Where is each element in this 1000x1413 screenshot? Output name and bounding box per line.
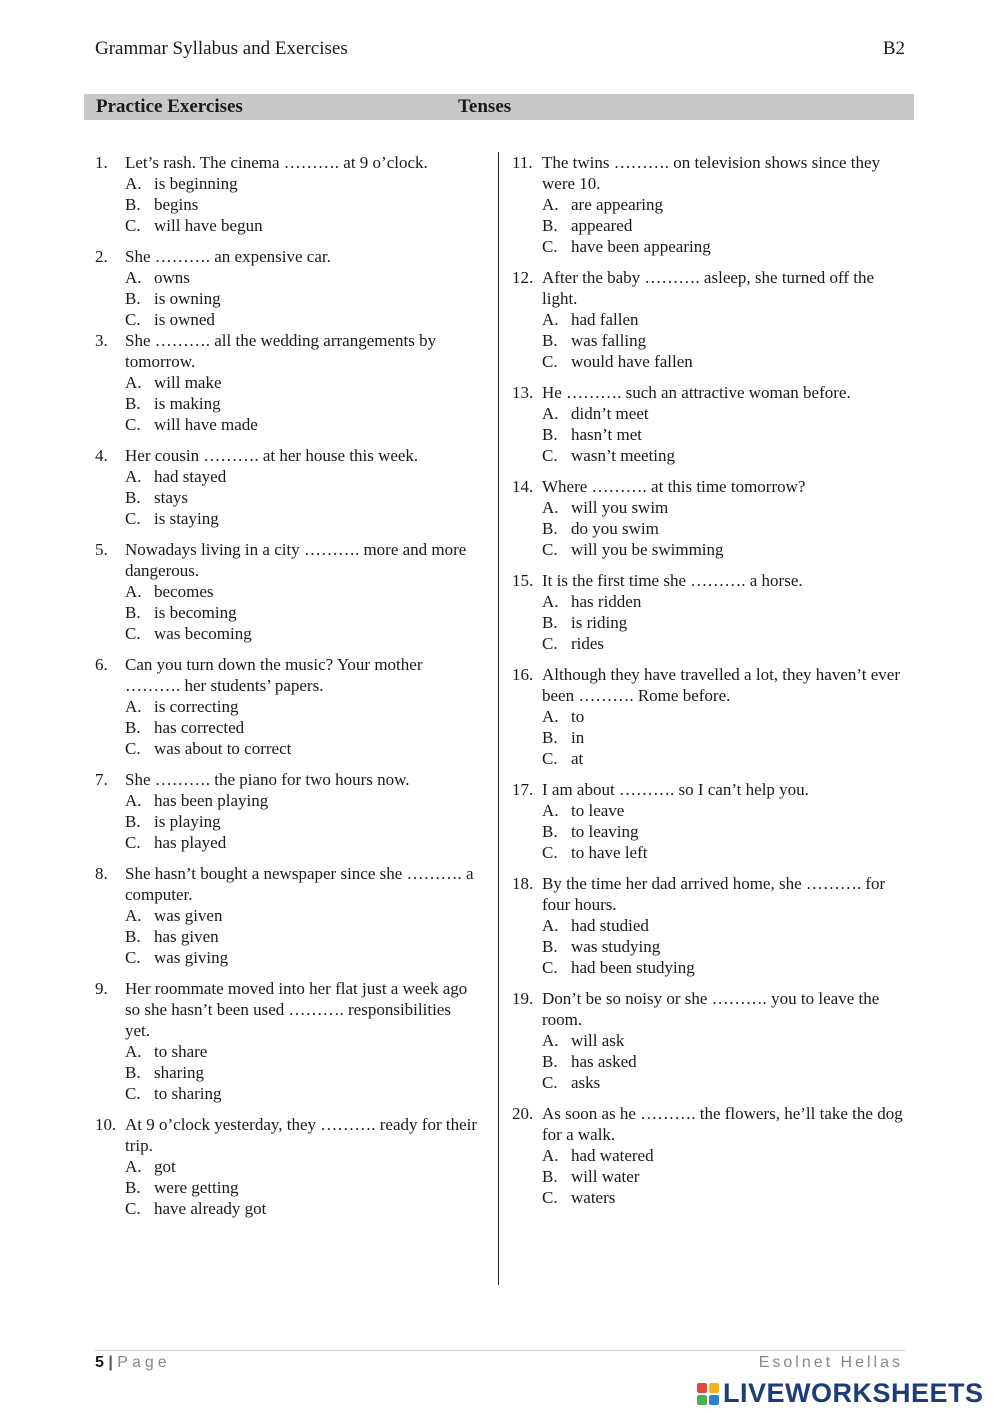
answer-option bbox=[95, 905, 480, 926]
option-text: has played bbox=[154, 833, 227, 852]
option-text: in bbox=[571, 728, 585, 747]
option-text: has ridden bbox=[571, 592, 642, 611]
document-title: Grammar Syllabus and Exercises bbox=[95, 38, 348, 59]
option-text: is owning bbox=[154, 289, 221, 308]
answer-option bbox=[95, 623, 480, 644]
option-letter: C. bbox=[542, 352, 558, 371]
question-item bbox=[95, 978, 480, 1104]
answer-option bbox=[512, 915, 912, 936]
question-text: At 9 o’clock yesterday, they ………. ready for their trip. bbox=[125, 1115, 478, 1155]
question-item bbox=[95, 539, 480, 644]
option-text: would have fallen bbox=[571, 352, 693, 371]
option-letter: C. bbox=[125, 415, 141, 434]
option-text: appeared bbox=[571, 216, 633, 235]
answer-option bbox=[95, 696, 480, 717]
answer-option bbox=[95, 602, 480, 623]
option-letter: A. bbox=[125, 791, 142, 810]
option-text: had watered bbox=[571, 1146, 654, 1165]
option-text: was about to correct bbox=[154, 739, 292, 758]
question-stem bbox=[95, 152, 480, 173]
question-text: Can you turn down the music? Your mother ………. her students’ papers. bbox=[125, 655, 423, 695]
answer-option bbox=[95, 1083, 480, 1104]
answer-option bbox=[95, 1041, 480, 1062]
question-text: Where ………. at this time tomorrow? bbox=[542, 477, 806, 496]
option-text: was given bbox=[154, 906, 223, 925]
option-text: got bbox=[154, 1157, 176, 1176]
option-letter: C. bbox=[542, 1188, 558, 1207]
answer-option bbox=[512, 936, 912, 957]
option-letter: B. bbox=[542, 1052, 558, 1071]
answer-option bbox=[512, 194, 912, 215]
question-item bbox=[512, 476, 912, 560]
answer-option bbox=[512, 633, 912, 654]
question-number: 17. bbox=[512, 780, 534, 799]
option-text: was giving bbox=[154, 948, 229, 967]
question-text: After the baby ………. asleep, she turned off the light. bbox=[542, 268, 875, 308]
answer-option bbox=[95, 1177, 480, 1198]
question-stem bbox=[95, 863, 480, 905]
answer-option bbox=[95, 508, 480, 529]
question-item bbox=[512, 570, 912, 654]
option-text: will have made bbox=[154, 415, 258, 434]
option-letter: C. bbox=[542, 749, 558, 768]
question-stem bbox=[512, 382, 912, 403]
option-text: were getting bbox=[154, 1178, 239, 1197]
option-letter: C. bbox=[125, 310, 141, 329]
question-text: Nowadays living in a city ………. more and more dangerous. bbox=[125, 540, 467, 580]
option-text: had fallen bbox=[571, 310, 639, 329]
logo-tile bbox=[697, 1383, 707, 1393]
answer-option bbox=[95, 947, 480, 968]
question-number: 6. bbox=[95, 655, 108, 674]
option-text: asks bbox=[571, 1073, 601, 1092]
option-letter: C. bbox=[125, 509, 141, 528]
question-number: 14. bbox=[512, 477, 534, 496]
option-letter: A. bbox=[542, 195, 559, 214]
logo-tile bbox=[709, 1395, 719, 1405]
question-text: She ………. an expensive car. bbox=[125, 247, 331, 266]
option-letter: B. bbox=[125, 1063, 141, 1082]
answer-option bbox=[512, 748, 912, 769]
option-text: will you swim bbox=[571, 498, 669, 517]
section-topic: Tenses bbox=[458, 96, 512, 117]
questions-right-column bbox=[512, 152, 912, 1218]
liveworksheets-wordmark: LIVEWORKSHEETS bbox=[723, 1378, 984, 1408]
option-letter: A. bbox=[542, 801, 559, 820]
page-number: 5 bbox=[95, 1354, 104, 1371]
option-text: is riding bbox=[571, 613, 628, 632]
question-text: Don’t be so noisy or she ………. you to leave the room. bbox=[542, 989, 880, 1029]
option-letter: A. bbox=[125, 373, 142, 392]
question-stem bbox=[95, 654, 480, 696]
option-text: has corrected bbox=[154, 718, 245, 737]
option-letter: B. bbox=[542, 331, 558, 350]
question-number: 10. bbox=[95, 1115, 117, 1134]
option-text: is playing bbox=[154, 812, 221, 831]
option-text: had studied bbox=[571, 916, 649, 935]
option-letter: C. bbox=[125, 1084, 141, 1103]
question-item bbox=[95, 445, 480, 529]
option-letter: A. bbox=[542, 916, 559, 935]
answer-option bbox=[95, 832, 480, 853]
option-letter: A. bbox=[542, 498, 559, 517]
question-item bbox=[512, 267, 912, 372]
answer-option bbox=[95, 487, 480, 508]
option-letter: A. bbox=[125, 582, 142, 601]
question-item bbox=[512, 664, 912, 769]
option-text: will water bbox=[571, 1167, 640, 1186]
page-footer bbox=[95, 1354, 171, 1372]
option-text: was falling bbox=[571, 331, 647, 350]
question-stem bbox=[512, 267, 912, 309]
question-item bbox=[95, 769, 480, 853]
option-text: begins bbox=[154, 195, 199, 214]
question-text: It is the first time she ………. a horse. bbox=[542, 571, 803, 590]
question-number: 1. bbox=[95, 153, 108, 172]
option-letter: B. bbox=[542, 519, 558, 538]
footer-divider bbox=[95, 1350, 905, 1351]
answer-option bbox=[95, 466, 480, 487]
question-stem bbox=[95, 330, 480, 372]
option-letter: B. bbox=[542, 613, 558, 632]
question-text: Her cousin ………. at her house this week. bbox=[125, 446, 419, 465]
option-letter: A. bbox=[542, 404, 559, 423]
option-letter: B. bbox=[542, 1167, 558, 1186]
question-item bbox=[512, 152, 912, 257]
question-item bbox=[95, 330, 480, 435]
question-text: Let’s rash. The cinema ………. at 9 o’clock. bbox=[125, 153, 428, 172]
page-word: Page bbox=[117, 1354, 171, 1371]
option-letter: B. bbox=[542, 728, 558, 747]
option-letter: B. bbox=[125, 394, 141, 413]
option-text: is staying bbox=[154, 509, 219, 528]
question-text: He ………. such an attractive woman before. bbox=[542, 383, 851, 402]
answer-option bbox=[512, 1051, 912, 1072]
question-stem bbox=[95, 978, 480, 1041]
question-number: 15. bbox=[512, 571, 534, 590]
option-text: has been playing bbox=[154, 791, 269, 810]
answer-option bbox=[512, 957, 912, 978]
option-text: will make bbox=[154, 373, 222, 392]
question-stem bbox=[95, 539, 480, 581]
option-text: is owned bbox=[154, 310, 215, 329]
answer-option bbox=[512, 518, 912, 539]
question-item bbox=[95, 863, 480, 968]
option-letter: B. bbox=[542, 425, 558, 444]
question-text: Her roommate moved into her flat just a week ago so she hasn’t been used ………. responsibilities yet. bbox=[125, 979, 468, 1040]
questions-left-column bbox=[95, 152, 480, 1229]
option-letter: C. bbox=[542, 446, 558, 465]
answer-option bbox=[95, 581, 480, 602]
answer-option bbox=[512, 727, 912, 748]
question-number: 2. bbox=[95, 247, 108, 266]
question-item bbox=[512, 988, 912, 1093]
answer-option bbox=[512, 424, 912, 445]
answer-option bbox=[95, 173, 480, 194]
answer-option bbox=[95, 738, 480, 759]
option-text: do you swim bbox=[571, 519, 659, 538]
publisher-name: Esolnet Hellas bbox=[758, 1354, 903, 1371]
answer-option bbox=[95, 414, 480, 435]
option-letter: C. bbox=[542, 958, 558, 977]
question-stem bbox=[512, 988, 912, 1030]
question-item bbox=[512, 873, 912, 978]
question-text: The twins ………. on television shows since they were 10. bbox=[542, 153, 881, 193]
question-item bbox=[95, 246, 480, 330]
answer-option bbox=[95, 393, 480, 414]
option-letter: C. bbox=[125, 739, 141, 758]
liveworksheets-icon bbox=[697, 1383, 719, 1405]
column-divider bbox=[498, 152, 499, 1285]
answer-option bbox=[95, 926, 480, 947]
option-letter: A. bbox=[542, 592, 559, 611]
option-text: to have left bbox=[571, 843, 648, 862]
answer-option bbox=[512, 351, 912, 372]
answer-option bbox=[512, 821, 912, 842]
option-letter: A. bbox=[542, 707, 559, 726]
option-text: to bbox=[571, 707, 585, 726]
option-text: have been appearing bbox=[571, 237, 711, 256]
option-letter: B. bbox=[125, 1178, 141, 1197]
option-letter: B. bbox=[125, 488, 141, 507]
question-number: 11. bbox=[512, 153, 533, 172]
option-text: is making bbox=[154, 394, 221, 413]
question-stem bbox=[512, 873, 912, 915]
answer-option bbox=[512, 842, 912, 863]
option-letter: A. bbox=[125, 467, 142, 486]
question-text: She ………. all the wedding arrangements by tomorrow. bbox=[125, 331, 437, 371]
question-stem bbox=[512, 1103, 912, 1145]
answer-option bbox=[512, 309, 912, 330]
option-text: had been studying bbox=[571, 958, 695, 977]
answer-option bbox=[95, 1156, 480, 1177]
option-letter: A. bbox=[125, 1157, 142, 1176]
option-text: owns bbox=[154, 268, 190, 287]
option-text: have already got bbox=[154, 1199, 267, 1218]
question-number: 9. bbox=[95, 979, 108, 998]
option-letter: B. bbox=[125, 195, 141, 214]
level-label: B2 bbox=[882, 38, 905, 59]
option-letter: A. bbox=[542, 1146, 559, 1165]
option-text: will have begun bbox=[154, 216, 263, 235]
answer-option bbox=[512, 445, 912, 466]
option-letter: A. bbox=[542, 310, 559, 329]
option-letter: C. bbox=[542, 1073, 558, 1092]
question-text: As soon as he ………. the flowers, he’ll take the dog for a walk. bbox=[542, 1104, 903, 1144]
option-letter: B. bbox=[125, 927, 141, 946]
option-letter: C. bbox=[542, 843, 558, 862]
question-number: 16. bbox=[512, 665, 534, 684]
question-number: 13. bbox=[512, 383, 534, 402]
option-text: has given bbox=[154, 927, 219, 946]
option-letter: C. bbox=[542, 634, 558, 653]
question-stem bbox=[512, 664, 912, 706]
answer-option bbox=[95, 288, 480, 309]
answer-option bbox=[512, 706, 912, 727]
option-letter: C. bbox=[125, 624, 141, 643]
answer-option bbox=[512, 1145, 912, 1166]
logo-tile bbox=[709, 1383, 719, 1393]
question-number: 5. bbox=[95, 540, 108, 559]
option-text: is becoming bbox=[154, 603, 237, 622]
option-text: is beginning bbox=[154, 174, 238, 193]
question-number: 4. bbox=[95, 446, 108, 465]
answer-option bbox=[95, 811, 480, 832]
option-letter: C. bbox=[125, 1199, 141, 1218]
option-text: had stayed bbox=[154, 467, 227, 486]
question-number: 19. bbox=[512, 989, 534, 1008]
answer-option bbox=[512, 497, 912, 518]
question-stem bbox=[512, 152, 912, 194]
answer-option bbox=[512, 612, 912, 633]
footer-separator: | bbox=[108, 1354, 113, 1371]
answer-option bbox=[512, 1166, 912, 1187]
option-text: stays bbox=[154, 488, 188, 507]
option-text: didn’t meet bbox=[571, 404, 649, 423]
option-text: to leaving bbox=[571, 822, 639, 841]
answer-option bbox=[512, 236, 912, 257]
answer-option bbox=[512, 403, 912, 424]
option-letter: B. bbox=[542, 937, 558, 956]
logo-tile bbox=[697, 1395, 707, 1405]
option-letter: B. bbox=[542, 216, 558, 235]
question-text: She ………. the piano for two hours now. bbox=[125, 770, 410, 789]
section-bar bbox=[84, 94, 914, 120]
question-stem bbox=[95, 445, 480, 466]
option-text: to share bbox=[154, 1042, 208, 1061]
option-text: at bbox=[571, 749, 584, 768]
option-text: will you be swimming bbox=[571, 540, 724, 559]
option-letter: C. bbox=[542, 540, 558, 559]
answer-option bbox=[95, 215, 480, 236]
option-letter: B. bbox=[125, 603, 141, 622]
answer-option bbox=[95, 790, 480, 811]
question-item bbox=[95, 152, 480, 236]
option-letter: A. bbox=[542, 1031, 559, 1050]
answer-option bbox=[512, 539, 912, 560]
question-number: 7. bbox=[95, 770, 108, 789]
question-item bbox=[512, 382, 912, 466]
option-text: to leave bbox=[571, 801, 625, 820]
option-letter: C. bbox=[125, 833, 141, 852]
question-item bbox=[95, 654, 480, 759]
liveworksheets-logo bbox=[697, 1378, 984, 1409]
question-stem bbox=[512, 476, 912, 497]
question-stem bbox=[95, 1114, 480, 1156]
option-text: was studying bbox=[571, 937, 661, 956]
option-text: is correcting bbox=[154, 697, 239, 716]
answer-option bbox=[95, 194, 480, 215]
question-item bbox=[512, 1103, 912, 1208]
question-text: I am about ………. so I can’t help you. bbox=[542, 780, 809, 799]
answer-option bbox=[95, 717, 480, 738]
answer-option bbox=[95, 372, 480, 393]
answer-option bbox=[512, 1072, 912, 1093]
option-text: wasn’t meeting bbox=[571, 446, 676, 465]
answer-option bbox=[95, 1198, 480, 1219]
section-title: Practice Exercises bbox=[96, 96, 243, 117]
answer-option bbox=[512, 800, 912, 821]
option-letter: A. bbox=[125, 1042, 142, 1061]
answer-option bbox=[512, 1187, 912, 1208]
answer-option bbox=[512, 591, 912, 612]
question-number: 12. bbox=[512, 268, 534, 287]
question-stem bbox=[95, 769, 480, 790]
question-stem bbox=[95, 246, 480, 267]
answer-option bbox=[95, 267, 480, 288]
option-letter: A. bbox=[125, 697, 142, 716]
option-letter: C. bbox=[542, 237, 558, 256]
answer-option bbox=[95, 309, 480, 330]
option-letter: B. bbox=[125, 718, 141, 737]
question-text: She hasn’t bought a newspaper since she ………. a computer. bbox=[125, 864, 474, 904]
question-number: 3. bbox=[95, 331, 108, 350]
option-text: to sharing bbox=[154, 1084, 222, 1103]
option-letter: A. bbox=[125, 174, 142, 193]
option-letter: A. bbox=[125, 268, 142, 287]
option-text: becomes bbox=[154, 582, 214, 601]
question-stem bbox=[512, 779, 912, 800]
option-letter: B. bbox=[542, 822, 558, 841]
question-number: 8. bbox=[95, 864, 108, 883]
question-text: Although they have travelled a lot, they haven’t ever been ………. Rome before. bbox=[542, 665, 900, 705]
option-letter: B. bbox=[125, 289, 141, 308]
option-text: rides bbox=[571, 634, 605, 653]
option-text: will ask bbox=[571, 1031, 625, 1050]
option-text: hasn’t met bbox=[571, 425, 642, 444]
question-number: 18. bbox=[512, 874, 534, 893]
option-text: has asked bbox=[571, 1052, 637, 1071]
option-letter: A. bbox=[125, 906, 142, 925]
option-text: sharing bbox=[154, 1063, 205, 1082]
option-letter: C. bbox=[125, 216, 141, 235]
option-text: was becoming bbox=[154, 624, 252, 643]
question-number: 20. bbox=[512, 1104, 534, 1123]
answer-option bbox=[512, 330, 912, 351]
answer-option bbox=[512, 1030, 912, 1051]
question-stem bbox=[512, 570, 912, 591]
option-text: are appearing bbox=[571, 195, 664, 214]
option-text: waters bbox=[571, 1188, 616, 1207]
option-letter: B. bbox=[125, 812, 141, 831]
answer-option bbox=[95, 1062, 480, 1083]
option-letter: C. bbox=[125, 948, 141, 967]
answer-option bbox=[512, 215, 912, 236]
question-item bbox=[512, 779, 912, 863]
question-text: By the time her dad arrived home, she ………. for four hours. bbox=[542, 874, 886, 914]
question-item bbox=[95, 1114, 480, 1219]
